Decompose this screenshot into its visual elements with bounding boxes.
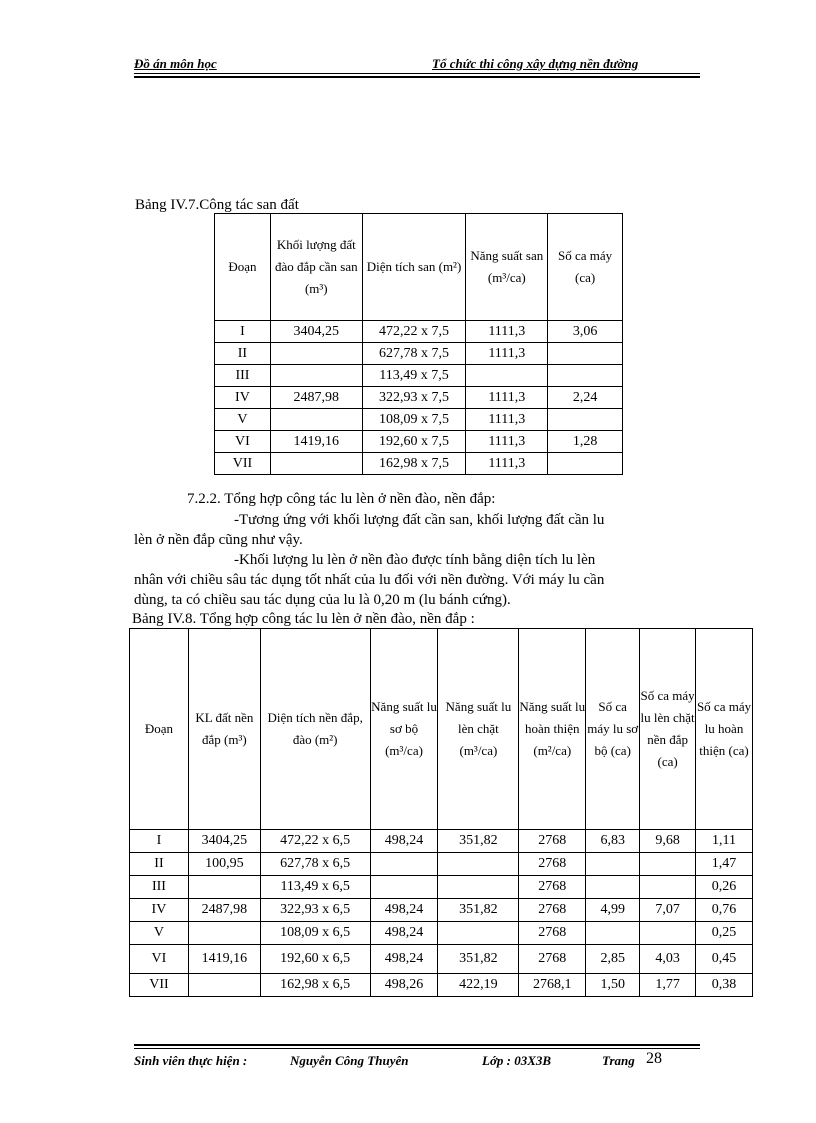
table-cell (548, 453, 623, 475)
table-cell: II (130, 853, 189, 876)
footer-page-label: Trang (602, 1053, 635, 1068)
header-rule (134, 73, 700, 74)
table-cell: 4,03 (640, 945, 696, 974)
table-cell: 3404,25 (188, 830, 260, 853)
table-cell: 1419,16 (188, 945, 260, 974)
table-row (130, 945, 753, 974)
table-cell: 2768 (519, 830, 586, 853)
table-cell (270, 365, 362, 387)
table-cell: 498,26 (370, 974, 438, 997)
table-cell: 498,24 (370, 945, 438, 974)
table-cell: 192,60 x 7,5 (362, 431, 466, 453)
table-cell: 100,95 (188, 853, 260, 876)
table-cell: VI (215, 431, 271, 453)
footer-student-label: Sinh viên thực hiện : (134, 1053, 248, 1068)
table-cell: 1419,16 (270, 431, 362, 453)
paragraph-line: lèn ở nền đắp cũng như vậy. (134, 532, 303, 548)
table1 (214, 213, 623, 475)
footer-rule (134, 1048, 700, 1049)
table-cell: 192,60 x 6,5 (260, 945, 370, 974)
table-cell: 498,24 (370, 899, 438, 922)
table-cell: 2768 (519, 853, 586, 876)
table2-header-cell: Số ca máy lu hoàn thiện (ca) (696, 629, 753, 830)
table-cell: IV (215, 387, 271, 409)
header-left: Đồ án môn học (134, 56, 217, 71)
table-cell: 498,24 (370, 922, 438, 945)
paragraph-line: nhân với chiều sâu tác dụng tốt nhất của lu đối với nền đường. Với máy lu cần (134, 572, 605, 588)
table-cell (548, 409, 623, 431)
table-cell: III (130, 876, 189, 899)
table-cell: 422,19 (438, 974, 519, 997)
table-cell (640, 853, 696, 876)
table-cell (438, 876, 519, 899)
table-cell: 1,50 (586, 974, 640, 997)
table-cell: VII (130, 974, 189, 997)
paragraph-line: -Khối lượng lu lèn ở nền đào được tính bằng diện tích lu lèn (234, 552, 596, 568)
table-cell: III (215, 365, 271, 387)
table2-header-cell: Số ca máy lu lèn chặt nền đắp (ca) (640, 629, 696, 830)
table-cell: 0,38 (696, 974, 753, 997)
table-cell: 162,98 x 6,5 (260, 974, 370, 997)
table-cell: 3,06 (548, 321, 623, 343)
table-cell (586, 853, 640, 876)
table-row (130, 974, 753, 997)
table1-header-cell: Số ca máy (ca) (548, 214, 623, 321)
table-cell: 322,93 x 7,5 (362, 387, 466, 409)
header-rule-thick (134, 76, 700, 78)
table-cell: 1111,3 (466, 387, 548, 409)
table-cell: 472,22 x 7,5 (362, 321, 466, 343)
table-cell (270, 453, 362, 475)
table-cell: 9,68 (640, 830, 696, 853)
table1-header-cell: Diện tích san (m²) (362, 214, 466, 321)
table-cell (640, 922, 696, 945)
table-cell: 2768 (519, 945, 586, 974)
table-cell: 2487,98 (270, 387, 362, 409)
table-cell: 1,11 (696, 830, 753, 853)
table-cell: 1111,3 (466, 453, 548, 475)
table2-caption: Bảng IV.8. Tổng hợp công tác lu lèn ở nền đào, nền đắp : (132, 611, 475, 627)
paragraph-line: -Tương ứng với khối lượng đất cần san, khối lượng đất cần lu (234, 512, 605, 528)
page-number: 28 (646, 1050, 662, 1067)
table-row (130, 922, 753, 945)
table-cell: 1111,3 (466, 343, 548, 365)
table-cell: 108,09 x 6,5 (260, 922, 370, 945)
table-row (215, 431, 623, 453)
table2 (129, 628, 753, 997)
table-cell: VI (130, 945, 189, 974)
table-cell: 1111,3 (466, 431, 548, 453)
table-cell: 351,82 (438, 945, 519, 974)
table-cell: 113,49 x 7,5 (362, 365, 466, 387)
table-cell: I (215, 321, 271, 343)
table2-header-cell: Năng suất lu sơ bộ (m³/ca) (370, 629, 438, 830)
table-cell: I (130, 830, 189, 853)
table-row (215, 365, 623, 387)
table-cell: 322,93 x 6,5 (260, 899, 370, 922)
table-cell: 1111,3 (466, 321, 548, 343)
table-cell: 108,09 x 7,5 (362, 409, 466, 431)
table-cell: 1,28 (548, 431, 623, 453)
table-row (130, 853, 753, 876)
table-row (130, 899, 753, 922)
table-cell: 351,82 (438, 899, 519, 922)
table2-header-cell: Năng suất lu hoàn thiện (m²/ca) (519, 629, 586, 830)
table-cell (188, 974, 260, 997)
table-cell: 1,77 (640, 974, 696, 997)
footer-class: Lớp : 03X3B (482, 1053, 552, 1068)
table-cell (270, 343, 362, 365)
table-cell (586, 922, 640, 945)
table-cell: 4,99 (586, 899, 640, 922)
table-row (130, 876, 753, 899)
table-cell: 2768 (519, 876, 586, 899)
table-cell: 2,85 (586, 945, 640, 974)
footer-student-name: Nguyễn Công Thuyên (290, 1053, 409, 1068)
table-cell (466, 365, 548, 387)
table2-header-cell: Diện tích nền đắp, đào (m²) (260, 629, 370, 830)
table-row (215, 409, 623, 431)
table-cell (370, 876, 438, 899)
table-cell: 498,24 (370, 830, 438, 853)
table-cell: 1,47 (696, 853, 753, 876)
table-cell (438, 853, 519, 876)
table-cell: 2768 (519, 899, 586, 922)
table1-header-row (215, 214, 623, 321)
table-cell: 0,25 (696, 922, 753, 945)
table2-header-cell: Số ca máy lu sơ bộ (ca) (586, 629, 640, 830)
table-cell: 6,83 (586, 830, 640, 853)
table-cell: 0,45 (696, 945, 753, 974)
table-cell: 472,22 x 6,5 (260, 830, 370, 853)
page-footer (134, 1044, 700, 1074)
table1-header-cell: Đoạn (215, 214, 271, 321)
table-cell (548, 343, 623, 365)
table-cell: 1111,3 (466, 409, 548, 431)
table2-header-row (130, 629, 753, 830)
table-cell: 2,24 (548, 387, 623, 409)
table-row (215, 387, 623, 409)
paragraph-line: dùng, ta có chiều sau tác dụng của lu là 0,20 m (lu bánh cứng). (134, 592, 511, 608)
table-row (215, 453, 623, 475)
table-cell: 162,98 x 7,5 (362, 453, 466, 475)
table-cell (548, 365, 623, 387)
table-row (215, 321, 623, 343)
table1-header-cell: Khối lượng đất đào đắp cần san (m³) (270, 214, 362, 321)
table-cell: 0,76 (696, 899, 753, 922)
table2-header-cell: Năng suất lu lèn chặt (m³/ca) (438, 629, 519, 830)
page-header (134, 56, 700, 74)
table-row (215, 343, 623, 365)
table1-caption: Bảng IV.7.Công tác san đất (135, 197, 299, 213)
table1-header-cell: Năng suất san (m³/ca) (466, 214, 548, 321)
table-cell: IV (130, 899, 189, 922)
table-cell: V (215, 409, 271, 431)
table-cell: 2768,1 (519, 974, 586, 997)
header-right: Tổ chức thi công xây dựng nền đường (432, 56, 639, 71)
table-cell: II (215, 343, 271, 365)
table-cell (640, 876, 696, 899)
table-cell: 113,49 x 6,5 (260, 876, 370, 899)
table-cell (438, 922, 519, 945)
table-cell: V (130, 922, 189, 945)
table-cell: 2768 (519, 922, 586, 945)
table-cell (188, 922, 260, 945)
table-cell (270, 409, 362, 431)
table-cell: VII (215, 453, 271, 475)
table-cell: 0,26 (696, 876, 753, 899)
table2-header-cell: Đoạn (130, 629, 189, 830)
table-cell: 7,07 (640, 899, 696, 922)
table-cell: 627,78 x 6,5 (260, 853, 370, 876)
table2-header-cell: KL đất nền đắp (m³) (188, 629, 260, 830)
table-cell (188, 876, 260, 899)
table-cell: 351,82 (438, 830, 519, 853)
section-heading: 7.2.2. Tổng hợp công tác lu lèn ở nền đào, nền đắp: (187, 491, 496, 507)
table-cell: 3404,25 (270, 321, 362, 343)
table-cell (370, 853, 438, 876)
table-row (130, 830, 753, 853)
table-cell (586, 876, 640, 899)
footer-rule-thick (134, 1044, 700, 1046)
table-cell: 627,78 x 7,5 (362, 343, 466, 365)
table-cell: 2487,98 (188, 899, 260, 922)
